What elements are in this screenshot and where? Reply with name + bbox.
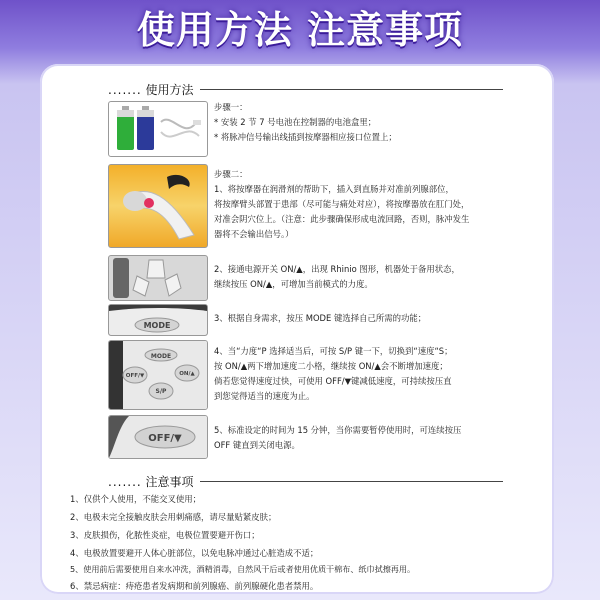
step-2-text: 步骤二： 1、将按摩器在润滑剂的帮助下，插入到直肠并对准前列腺部位， 将按摩臂头部置于患部（尽可能与痛处对应），将按摩器放在肛门处， 对准会阴穴位上。（注意：此步骤确保形成电流回路，否则，脉冲发生 器将不会输出信号。） [214, 169, 470, 239]
usage-section-header: ....... 使用方法 [108, 81, 200, 98]
mode-button-label: MODE [143, 321, 171, 330]
note-item: 6、禁忌病症：痔疮患者发病期和前列腺癌、前列腺硬化患者禁用。 [70, 581, 319, 591]
keypad-sp-label: S/P [155, 388, 167, 395]
note-item: 4、电极放置要避开人体心脏部位，以免电脉冲通过心脏造成不适； [70, 548, 319, 558]
keypad-off-label: OFF/▼ [125, 373, 145, 379]
step-3-text: 2、接通电源开关 ON/▲，出现 Rhinio 图形，机器处于备用状态， 继续按压 ON/▲，可增加当前模式的力度。 [214, 264, 460, 289]
step-1-text: 步骤一： * 安装 2 节 7 号电池在控制器的电池盒里； * 将脉冲信号输出线插到按摩器相应接口位置上； [214, 102, 397, 142]
step-6-text: 5、标准设定的时间为 15 分钟，当你需要暂停使用时，可连续按压 OFF 键直到关闭电源。 [214, 425, 462, 450]
keypad-mode-label: MODE [150, 353, 172, 360]
battery-image [108, 101, 208, 157]
massager-image [108, 164, 208, 248]
controller-buttons-image [108, 255, 208, 301]
step-4-text: 3、根据自身需求，按压 MODE 键选择自己所需的功能； [214, 313, 427, 323]
keypad-on-label: ON/▲ [179, 371, 195, 377]
notes-section-title: 注意事项 [145, 475, 194, 489]
off-button-label: OFF/▼ [148, 433, 182, 444]
off-button-image [108, 415, 208, 459]
note-item: 2、电极未完全接触皮肤会用刺痛感，请尽量贴紧皮肤； [70, 512, 277, 522]
step-5-text: 4、当“力度“P 选择适当后，可按 S/P 键一下，切换到“速度“S； 按 ON/▲两下增加速度二小格，继续按 ON/▲会不断增加速度； 倘若您觉得速度过快，可使用 OFF/▼键减低速度，可持续按压直 到您觉得适当的速度为止。 [214, 346, 453, 401]
usage-section-title: 使用方法 [145, 83, 194, 97]
notes-section-header: ....... 注意事项 [108, 473, 200, 490]
controller-keypad-image [108, 340, 208, 410]
page-title: 使用方法 注意事项 [136, 8, 464, 52]
note-item: 3、皮肤损伤，化脓性炎症，电极位置要避开伤口； [70, 530, 260, 540]
note-item: 5、使用前后需要使用自来水冲洗，酒精消毒，自然风干后或者使用优质干棉布、纸巾拭擦再用。 [70, 564, 416, 574]
note-item: 1、仅供个人使用，不能交叉使用； [70, 494, 201, 504]
mode-button-image [108, 304, 208, 336]
